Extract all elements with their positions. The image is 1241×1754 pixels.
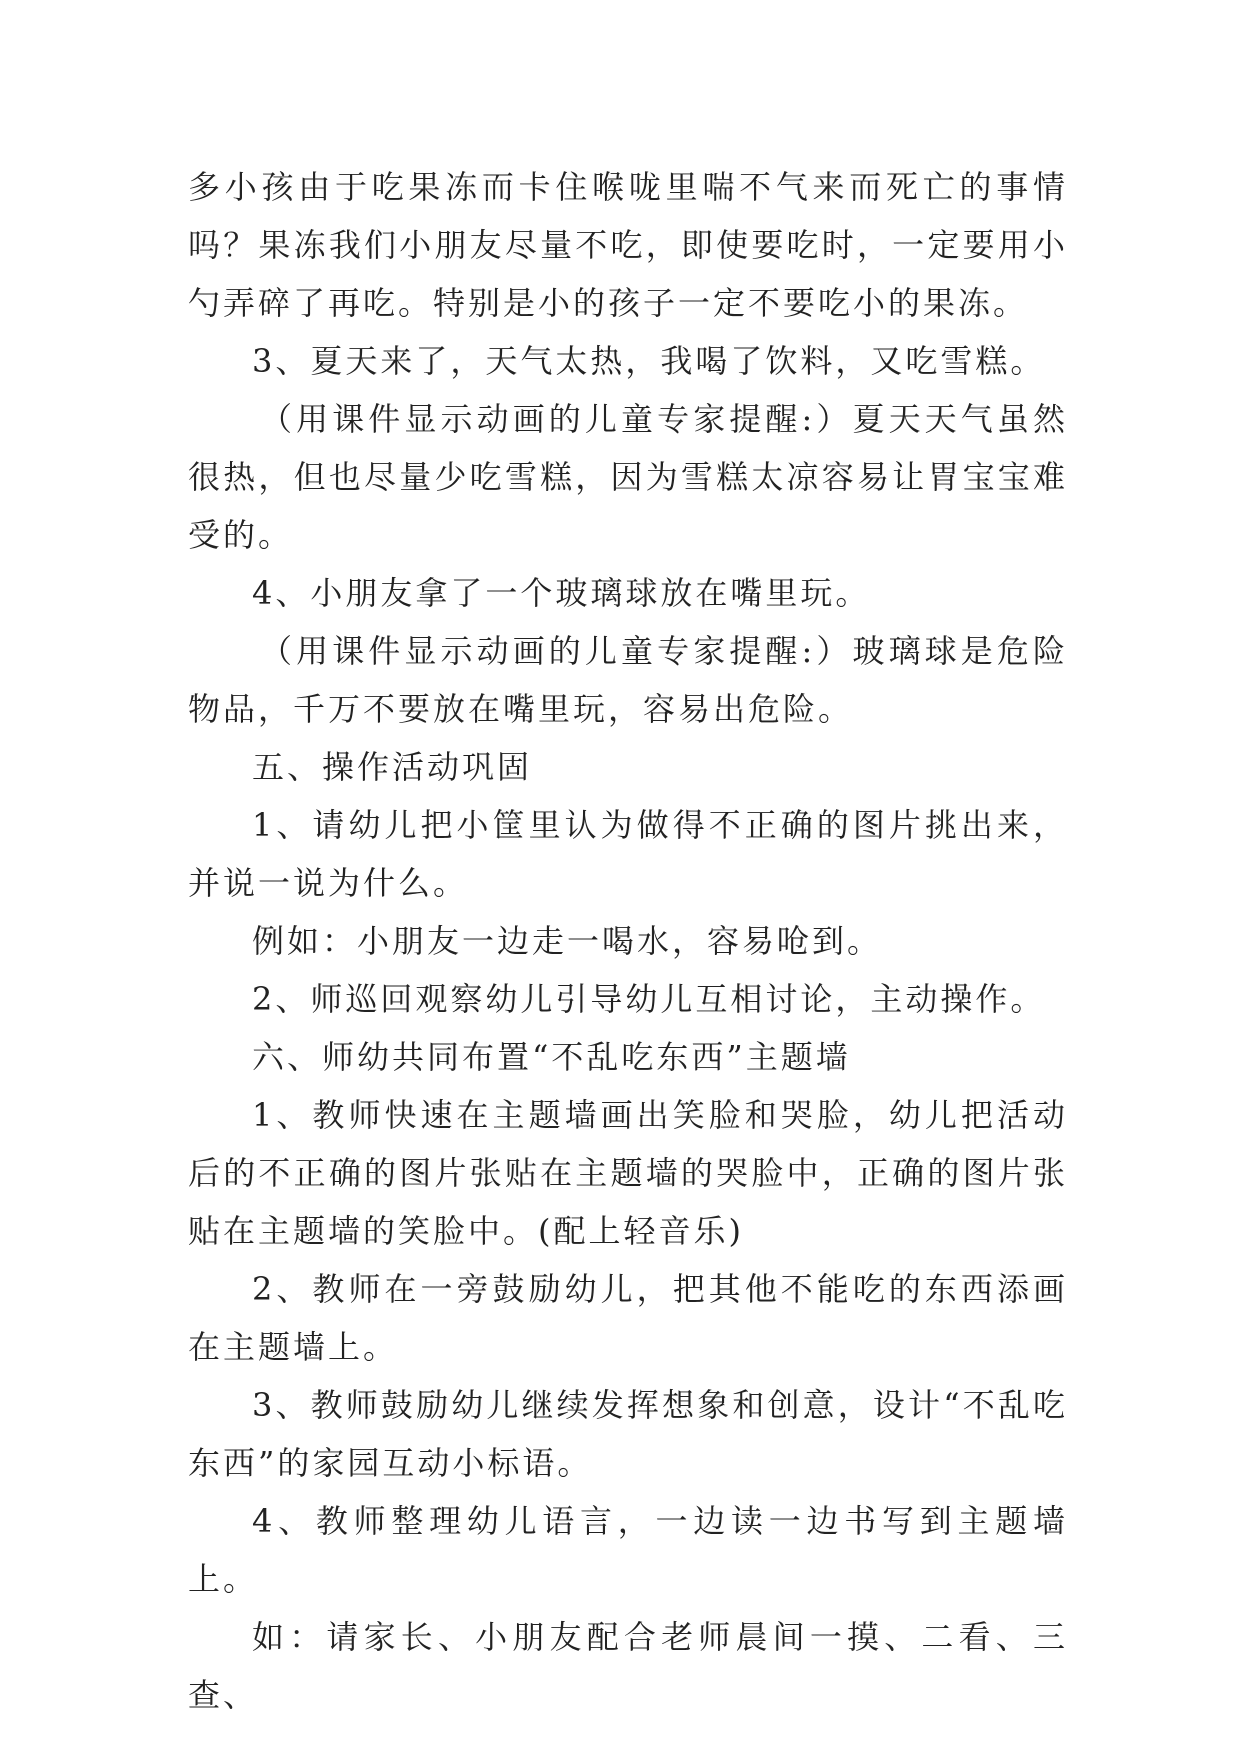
section-heading-five: 五、操作活动巩固 bbox=[252, 748, 533, 786]
paragraph-example: 例如：小朋友一边走一喝水，容易呛到。 bbox=[252, 922, 883, 960]
paragraph-expert-tip-glass-ball: （用课件显示动画的儿童专家提醒:）玻璃球是危险物品，千万不要放在嘴里玩，容易出危险。 bbox=[188, 632, 1068, 728]
paragraph-item-3-summer: 3、夏天来了，天气太热，我喝了饮料，又吃雪糕。 bbox=[252, 342, 1046, 380]
paragraph-jelly-warning: 多小孩由于吃果冻而卡住喉咙里喘不气来而死亡的事情吗？果冻我们小朋友尽量不吃，即使要吃时，一定要用小勺弄碎了再吃。特别是小的孩子一定不要吃小的果冻。 bbox=[188, 168, 1068, 322]
paragraph-item-4-glass-ball: 4、小朋友拿了一个玻璃球放在嘴里玩。 bbox=[252, 574, 871, 612]
document-body bbox=[188, 158, 1068, 1724]
paragraph-activity-2: 2、师巡回观察幼儿引导幼儿互相讨论，主动操作。 bbox=[252, 980, 1046, 1018]
paragraph-wall-3: 3、教师鼓励幼儿继续发挥想象和创意，设计“不乱吃东西”的家园互动小标语。 bbox=[188, 1386, 1068, 1482]
paragraph-wall-2: 2、教师在一旁鼓励幼儿，把其他不能吃的东西添画在主题墙上。 bbox=[188, 1270, 1068, 1366]
paragraph-expert-tip-ice-cream: （用课件显示动画的儿童专家提醒:）夏天天气虽然很热，但也尽量少吃雪糕，因为雪糕太凉容易让胃宝宝难受的。 bbox=[188, 400, 1068, 554]
paragraph-wall-4: 4、教师整理幼儿语言，一边读一边书写到主题墙上。 bbox=[188, 1502, 1068, 1598]
paragraph-activity-1: 1、请幼儿把小筐里认为做得不正确的图片挑出来，并说一说为什么。 bbox=[188, 806, 1068, 902]
paragraph-slogan-example: 如：请家长、小朋友配合老师晨间一摸、二看、三查、 bbox=[188, 1618, 1068, 1714]
section-heading-six: 六、师幼共同布置“不乱吃东西”主题墙 bbox=[252, 1038, 851, 1076]
paragraph-wall-1: 1、教师快速在主题墙画出笑脸和哭脸，幼儿把活动后的不正确的图片张贴在主题墙的哭脸中，正确的图片张贴在主题墙的笑脸中。(配上轻音乐) bbox=[188, 1096, 1068, 1250]
